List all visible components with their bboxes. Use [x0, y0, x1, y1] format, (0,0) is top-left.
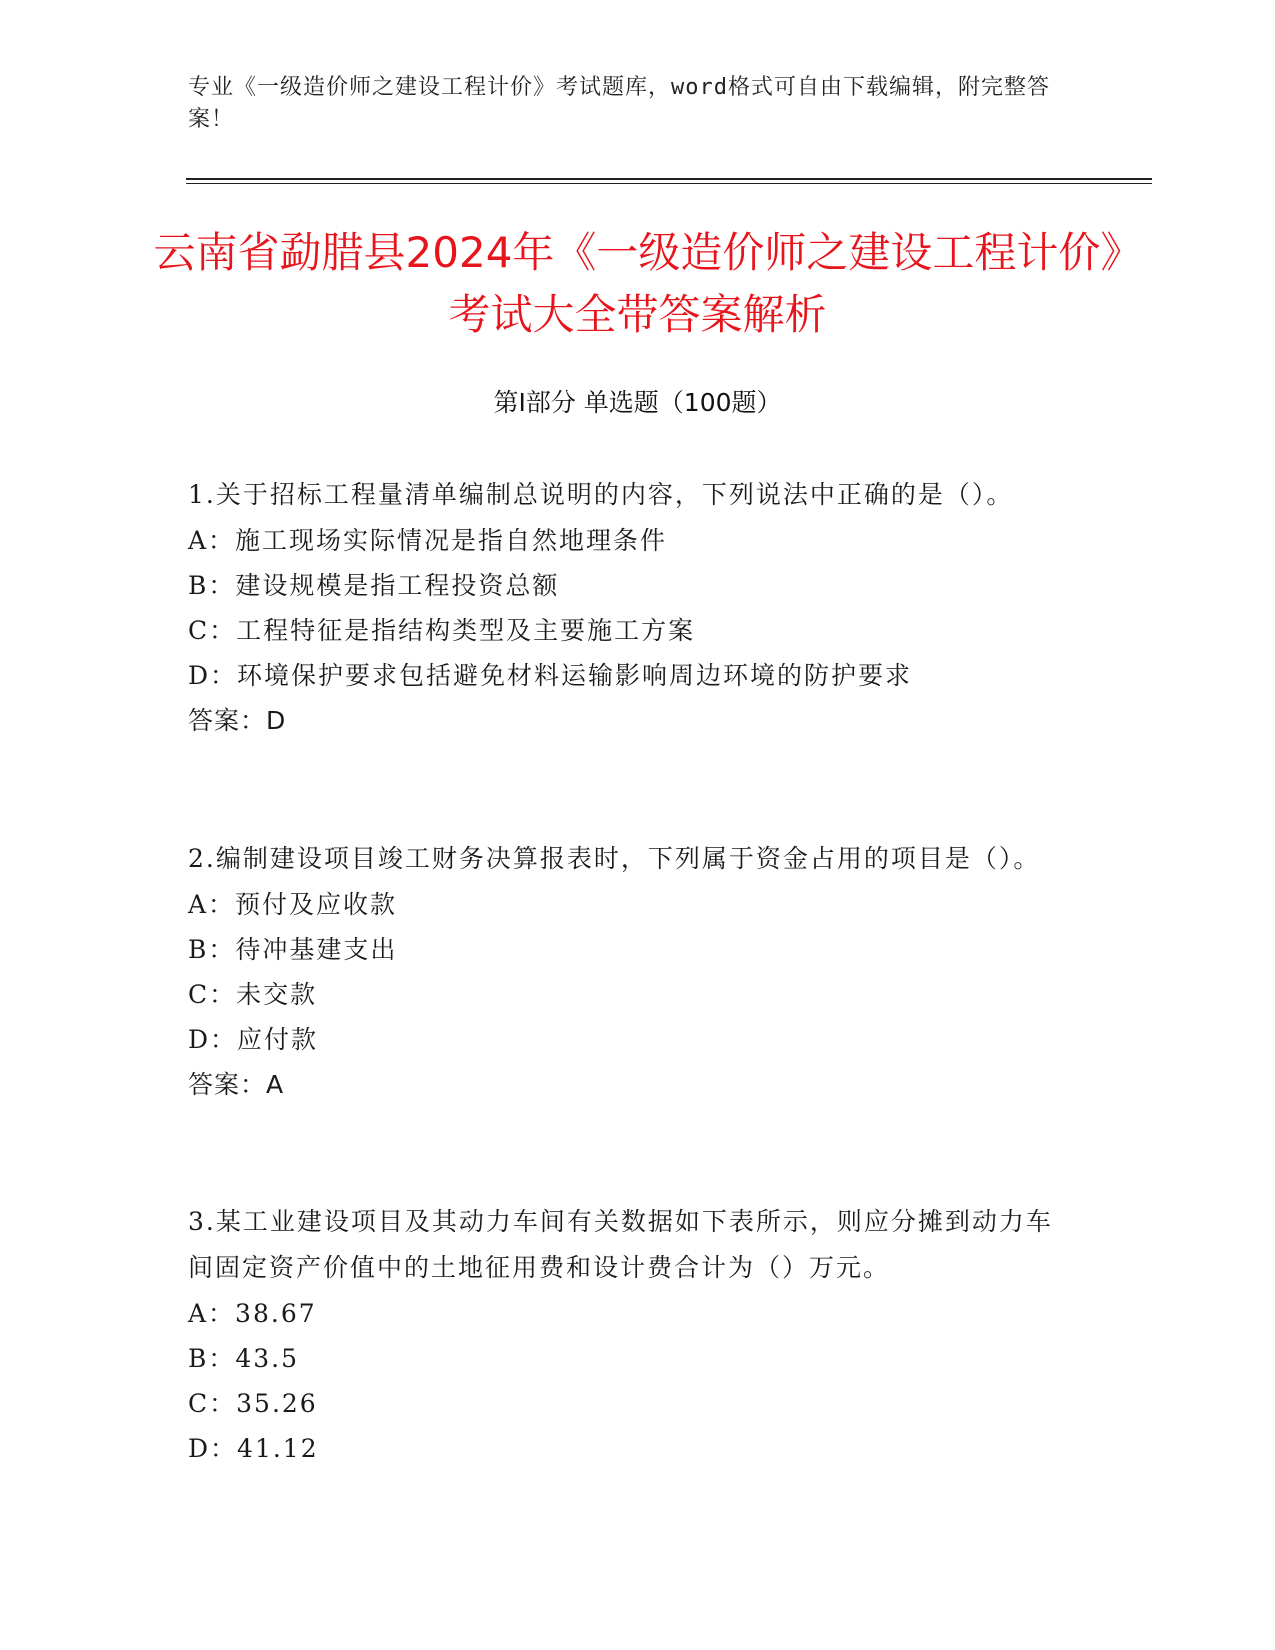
- section-heading: 第I部分 单选题（100题）: [493, 388, 782, 417]
- option-b: B：建设规模是指工程投资总额: [188, 571, 560, 600]
- option-c: C：未交款: [188, 980, 318, 1009]
- option-a: A：38.67: [188, 1299, 317, 1328]
- question-stem: 3.某工业建设项目及其动力车间有关数据如下表所示，则应分摊到动力车间固定资产价值中的土地征用费和设计费合计为（）万元。: [188, 1207, 1053, 1282]
- option-a: A：预付及应收款: [188, 890, 398, 919]
- option-a: A：施工现场实际情况是指自然地理条件: [188, 526, 668, 555]
- question-stem: 2.编制建设项目竣工财务决算报表时，下列属于资金占用的项目是（）。: [188, 844, 1041, 873]
- header-divider-thin: [186, 183, 1152, 184]
- option-b: B：待冲基建支出: [188, 935, 398, 964]
- header-divider-thick: [186, 178, 1152, 180]
- option-d: D：环境保护要求包括避免材料运输影响周边环境的防护要求: [188, 661, 913, 690]
- option-b: B：43.5: [188, 1344, 300, 1373]
- question-3: [188, 1199, 1068, 1471]
- question-stem: 1.关于招标工程量清单编制总说明的内容，下列说法中正确的是（）。: [188, 480, 1014, 509]
- option-d: D：应付款: [188, 1025, 319, 1054]
- option-c: C：35.26: [188, 1389, 318, 1418]
- answer: 答案：A: [188, 1070, 285, 1099]
- question-2: [188, 836, 1068, 1107]
- question-1: [188, 472, 1068, 743]
- option-d: D：41.12: [188, 1434, 319, 1463]
- header-note: 专业《一级造价师之建设工程计价》考试题库，word格式可自由下载编辑，附完整答案！: [188, 75, 1050, 132]
- option-c: C：工程特征是指结构类型及主要施工方案: [188, 616, 696, 645]
- document-title: 云南省勐腊县2024年《一级造价师之建设工程计价》考试大全带答案解析: [153, 228, 1122, 339]
- answer: 答案：D: [188, 706, 287, 735]
